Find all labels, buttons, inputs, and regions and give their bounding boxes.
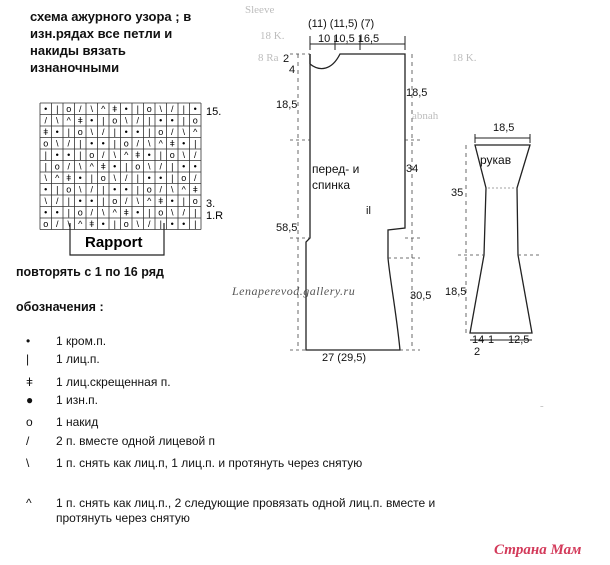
stitch-symbol: | [194, 219, 197, 229]
crossed-stitch-icon: ǂ [26, 375, 34, 389]
circle-icon: o [26, 415, 33, 429]
dim-label: 30,5 [410, 290, 432, 302]
stitch-symbol: • [78, 173, 82, 183]
sleeve-dim: 18,5 [493, 122, 515, 134]
stitch-symbol: • [55, 150, 59, 160]
stitch-symbol: ^ [66, 115, 71, 126]
stitch-symbol: o [146, 104, 152, 114]
stitch-symbol: ^ [89, 161, 94, 172]
dim-label: 27 (29,5) [322, 352, 367, 364]
stitch-symbol: ǂ [89, 219, 95, 229]
stitch-symbol: o [169, 150, 175, 160]
stitch-chart [30, 95, 230, 265]
stitch-symbol: • [101, 219, 105, 229]
stitch-symbol: | [159, 150, 162, 160]
stitch-symbol: | [148, 115, 151, 126]
pattern-header [30, 8, 240, 76]
stitch-symbol: • [55, 207, 59, 218]
stitch-symbol: \ [67, 219, 71, 229]
stitch-symbol: • [44, 104, 48, 114]
stitch-symbol: \ [78, 161, 82, 172]
stitch-symbol: | [67, 127, 70, 137]
stitch-symbol: / [124, 196, 128, 206]
rapport-label: Rapport [85, 234, 143, 251]
stitch-symbol: | [44, 150, 47, 160]
dim-label: 58,5 [276, 222, 298, 234]
stitch-symbol: | [90, 173, 93, 183]
dot-icon: • [26, 334, 31, 348]
ghost-text: 18 K. [452, 52, 477, 64]
stitch-symbol: • [147, 150, 151, 160]
stitch-symbol: | [125, 161, 128, 172]
backslash-icon: \ [26, 456, 30, 470]
dim-label: 18,5 [276, 99, 298, 111]
stitch-symbol: ǂ [192, 184, 198, 195]
stitch-symbol: | [44, 161, 47, 172]
stitch-symbol: • [113, 184, 117, 195]
legend-item [26, 352, 100, 367]
stitch-symbol: \ [147, 138, 151, 149]
stitch-symbol: | [102, 115, 105, 126]
ghost-text: 18 K. [260, 30, 285, 42]
legend-text [56, 496, 435, 526]
stitch-symbol: o [158, 207, 164, 218]
sleeve-dim: 35 [451, 187, 464, 199]
legend-text: 1 изн.п. [56, 393, 99, 407]
stitch-symbol: / [136, 115, 140, 126]
stitch-symbol: / [170, 104, 174, 114]
stitch-symbol: | [102, 184, 105, 195]
stitch-symbol: ǂ [112, 104, 118, 114]
stitch-symbol: o [43, 138, 49, 149]
stitch-symbol: • [67, 150, 71, 160]
stitch-symbol: • [147, 173, 151, 183]
stitch-symbol: ǂ [169, 138, 175, 149]
dim-label: 34 [406, 163, 419, 175]
dim-label: 4 [289, 64, 296, 76]
stitch-symbol: | [113, 138, 116, 149]
stitch-symbol: o [123, 138, 129, 149]
stitch-symbol: \ [90, 104, 94, 114]
stitch-symbol: • [182, 219, 186, 229]
stitch-symbol: / [159, 161, 163, 172]
stitch-symbol: ^ [181, 184, 186, 195]
stitch-symbol: ǂ [77, 115, 83, 126]
stitch-symbol: | [171, 161, 174, 172]
stitch-symbol: o [192, 115, 198, 126]
sleeve-label: рукав [480, 153, 512, 167]
stitch-symbol: | [102, 196, 105, 206]
stitch-symbol: / [170, 127, 174, 137]
stitch-symbol: ǂ [123, 207, 129, 218]
stitch-symbol: \ [113, 150, 117, 160]
stitch-symbol: \ [78, 184, 82, 195]
stitch-symbol: | [67, 196, 70, 206]
dim-label: 2 [283, 53, 290, 65]
stitch-symbol: o [100, 173, 106, 183]
stitch-symbol: • [193, 104, 197, 114]
stitch-symbol: o [135, 161, 141, 172]
stitch-symbol: / [55, 196, 59, 206]
stitch-symbol: ^ [78, 219, 83, 229]
stitch-symbol: ^ [193, 127, 198, 137]
stitch-symbol: ^ [101, 104, 106, 114]
stitch-symbol: | [113, 219, 116, 229]
stitch-symbol: • [159, 115, 163, 126]
stitch-symbol: | [136, 173, 139, 183]
legend-text: 1 лиц.скрещенная п. [56, 375, 171, 389]
stitch-symbol: \ [182, 150, 186, 160]
legend-text: 1 лиц.п. [56, 352, 100, 366]
chart-row-label: 15. [206, 106, 222, 118]
top-numbers: 10 10,5 16,5 [318, 33, 380, 45]
legend-text-line: 1 п. снять как лиц.п., 2 следующие провязать одной лиц.п. вместе и [56, 496, 436, 510]
sleeve-outline [470, 145, 532, 333]
legend-item [26, 415, 98, 430]
ghost-text: Sleeve [245, 4, 275, 16]
stitch-symbol: o [43, 219, 49, 229]
repeat-note: повторять с 1 по 16 ряд [16, 265, 164, 279]
sleeve-dim: 14 [472, 334, 485, 346]
legend-item [26, 496, 435, 526]
stitch-symbol: / [147, 219, 151, 229]
chart-row-label: 3. [206, 198, 216, 210]
stitch-symbol: / [90, 184, 94, 195]
stitch-symbol: / [101, 127, 105, 137]
stitch-symbol: | [194, 138, 197, 149]
stitch-symbol: • [78, 196, 82, 206]
header-line: схема ажурного узора ; в [30, 9, 192, 24]
stitch-symbol: | [171, 173, 174, 183]
stitch-symbol: \ [170, 184, 174, 195]
legend-title: обозначения : [16, 300, 104, 314]
stitch-symbol: o [192, 196, 198, 206]
stitch-symbol: • [170, 115, 174, 126]
top-widths: (11) (11,5) (7) [308, 18, 375, 30]
stitch-symbol: o [123, 219, 129, 229]
header-line: изн.рядах все петли и [30, 26, 173, 41]
stitch-symbol: • [44, 184, 48, 195]
stitch-symbol: | [79, 138, 82, 149]
stitch-symbol: | [182, 104, 185, 114]
stitch-symbol: \ [55, 115, 59, 126]
stitch-symbol: • [193, 161, 197, 172]
stitch-symbol: | [148, 207, 151, 218]
front-back-label: перед- и [312, 162, 360, 176]
stitch-symbol: • [44, 207, 48, 218]
site-logo: Страна Мам [494, 542, 582, 558]
legend-text-line: протянуть через снятую [56, 511, 190, 525]
stitch-symbol: / [182, 207, 186, 218]
sleeve-dim: 1 [488, 334, 495, 346]
stitch-symbol: / [90, 207, 94, 218]
stitch-symbol: • [124, 104, 128, 114]
stitch-symbol: | [148, 127, 151, 137]
stitch-symbol: • [170, 196, 174, 206]
stitch-symbol: • [124, 184, 128, 195]
header-line: изнаночными [30, 60, 120, 75]
stitch-symbol: o [112, 196, 118, 206]
legend-text: 1 п. снять как лиц.п, 1 лиц.п. и протянуть через снятую [56, 456, 363, 470]
ghost-text: - [540, 400, 544, 412]
stitch-symbol: • [55, 127, 59, 137]
stitch-symbol: | [194, 207, 197, 218]
filled-dot-icon: ● [26, 393, 34, 407]
legend-text: 1 кром.п. [56, 334, 107, 348]
stitch-symbol: • [90, 115, 94, 126]
stitch-symbol: \ [136, 219, 140, 229]
stitch-symbol: / [78, 104, 82, 114]
stitch-symbol: o [66, 184, 72, 195]
stitch-symbol: \ [170, 207, 174, 218]
watermark: Lenaperevod.gallery.ru [232, 284, 356, 298]
stitch-symbol: • [182, 161, 186, 172]
stitch-symbol: o [112, 115, 118, 126]
stitch-symbol: | [67, 207, 70, 218]
stitch-symbol: • [159, 173, 163, 183]
front-back-label: спинка [312, 178, 351, 192]
legend-item [26, 434, 215, 449]
stitch-symbol: | [182, 115, 185, 126]
stitch-symbol: o [54, 161, 60, 172]
stitch-symbol: | [56, 104, 59, 114]
stitch-symbol: \ [113, 173, 117, 183]
stitch-symbol: | [56, 184, 59, 195]
stitch-symbol: \ [124, 115, 128, 126]
chart-grid [40, 103, 201, 230]
stitch-symbol: ǂ [100, 161, 106, 172]
stitch-symbol: o [89, 150, 95, 160]
stitch-symbol: • [136, 127, 140, 137]
stitch-symbol: \ [147, 161, 151, 172]
stitch-symbol: o [66, 104, 72, 114]
stitch-symbol: \ [55, 138, 59, 149]
ghost-text: 8 Ra [258, 52, 279, 64]
stitch-symbol: o [77, 127, 83, 137]
stitch-symbol: o [181, 173, 187, 183]
stitch-symbol: \ [90, 127, 94, 137]
stitch-symbol: | [136, 104, 139, 114]
dim-label: 18,5 [406, 87, 428, 99]
legend-item [26, 393, 98, 408]
caret-icon: ^ [26, 496, 32, 510]
legend-text: 1 накид [56, 415, 99, 429]
stitch-symbol: ǂ [135, 150, 141, 160]
stitch-symbol: / [124, 173, 128, 183]
stitch-symbol: | [159, 219, 162, 229]
stitch-symbol: / [67, 161, 71, 172]
legend-item [26, 375, 171, 390]
stitch-symbol: \ [159, 104, 163, 114]
chart-row-label: 1.R [206, 210, 224, 222]
stitch-symbol: o [158, 127, 164, 137]
stitch-symbol: / [101, 150, 105, 160]
stitch-symbol: / [136, 138, 140, 149]
ghost-text: abnah [412, 110, 439, 122]
stitch-symbol: / [55, 219, 59, 229]
stitch-symbol: / [193, 150, 197, 160]
stitch-symbol: ^ [124, 150, 129, 160]
stitch-symbol: \ [182, 127, 186, 137]
stitch-symbol: | [79, 150, 82, 160]
stitch-symbol: ^ [112, 207, 117, 218]
stitch-symbol: / [67, 138, 71, 149]
stitch-symbol: \ [101, 207, 105, 218]
vertical-bar-icon: | [26, 352, 30, 366]
stitch-symbol: / [193, 173, 197, 183]
stitch-symbol: • [113, 161, 117, 172]
stitch-symbol: ^ [55, 173, 60, 183]
pattern-mark: il [366, 205, 371, 217]
stitch-symbol: \ [44, 196, 48, 206]
stitch-symbol: • [90, 196, 94, 206]
stitch-symbol: \ [136, 196, 140, 206]
stitch-symbol: ^ [147, 196, 152, 206]
legend-text: 2 п. вместе одной лицевой п [56, 434, 216, 448]
sleeve-dim: 18,5 [445, 286, 467, 298]
stitch-symbol: • [101, 138, 105, 149]
stitch-symbol: ^ [158, 138, 163, 149]
legend-item [26, 334, 106, 349]
header-line: накиды вязать [30, 43, 126, 58]
stitch-symbol: o [146, 184, 152, 195]
stitch-symbol: • [182, 138, 186, 149]
slash-icon: / [26, 434, 30, 448]
sleeve-dim: 12,5 [508, 334, 530, 346]
stitch-symbol: ǂ [66, 173, 72, 183]
stitch-symbol: / [159, 184, 163, 195]
stitch-symbol: ǂ [43, 127, 49, 137]
stitch-symbol: / [44, 115, 48, 126]
stitch-symbol: ǂ [158, 196, 164, 206]
sleeve-dim: 2 [474, 346, 481, 358]
front-back-outline [306, 54, 405, 350]
stitch-symbol: • [90, 138, 94, 149]
stitch-symbol: \ [44, 173, 48, 183]
stitch-symbol: | [136, 184, 139, 195]
stitch-symbol: • [136, 207, 140, 218]
stitch-symbol: | [182, 196, 185, 206]
stitch-symbol: | [113, 127, 116, 137]
legend-item [26, 456, 362, 471]
stitch-symbol: • [170, 219, 174, 229]
stitch-symbol: • [124, 127, 128, 137]
stitch-symbol: o [77, 207, 83, 218]
